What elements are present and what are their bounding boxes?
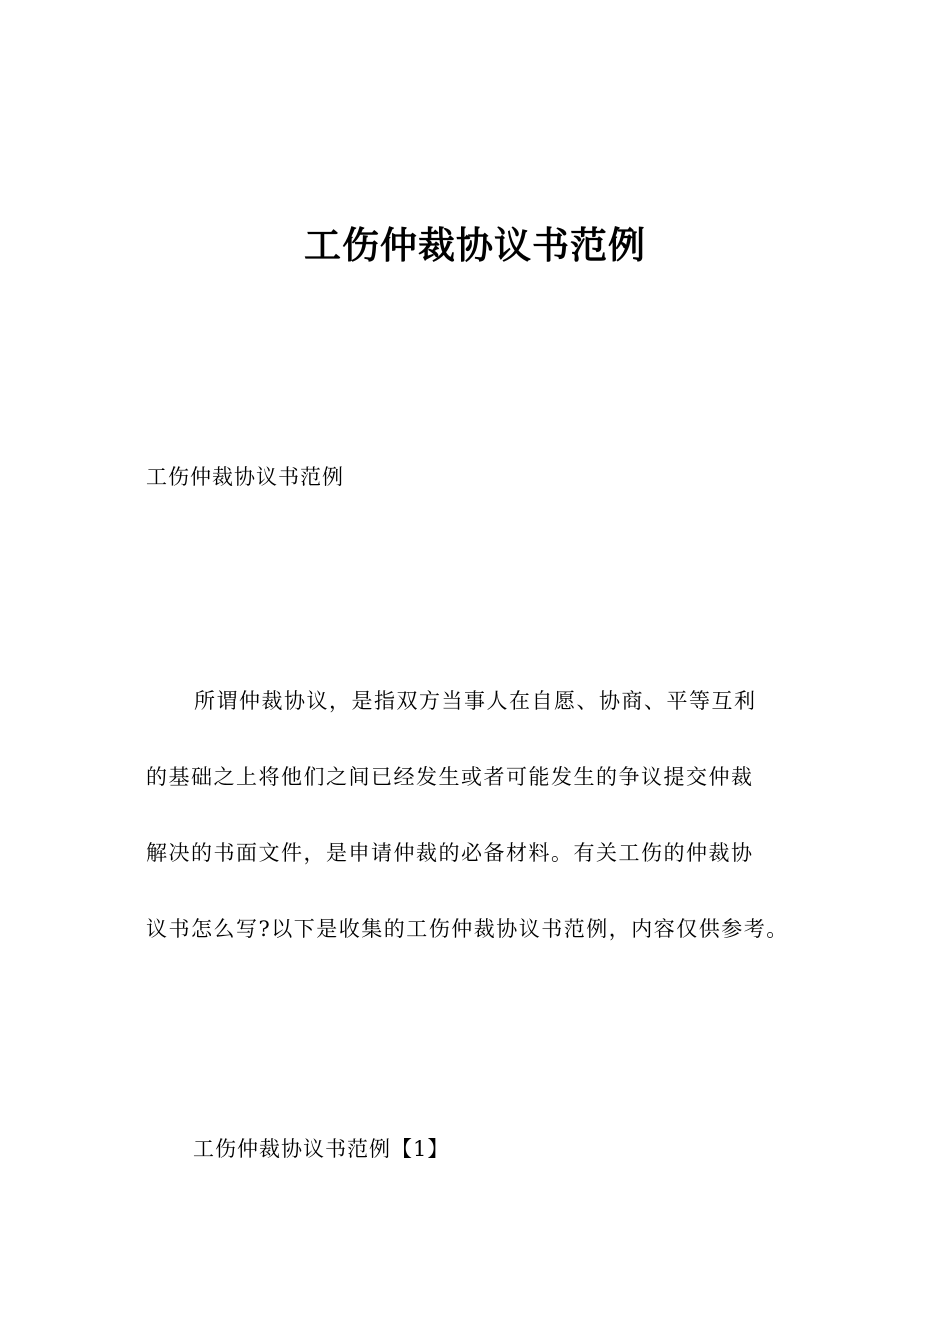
intro-line-2: 的基础之上将他们之间已经发生或者可能发生的争议提交仲裁 [146,765,754,789]
intro-line-4: 议书怎么写?以下是收集的工伤仲裁协议书范例，内容仅供参考。 [146,917,789,941]
section-heading: 工伤仲裁协议书范例【1】 [193,1137,450,1161]
document-title: 工伤仲裁协议书范例 [304,224,646,267]
intro-line-3: 解决的书面文件，是申请仲裁的必备材料。有关工伤的仲裁协 [146,841,754,865]
intro-paragraph [146,686,810,990]
intro-line-1: 所谓仲裁协议，是指双方当事人在自愿、协商、平等互利 [194,689,757,713]
document-subtitle: 工伤仲裁协议书范例 [146,465,344,489]
